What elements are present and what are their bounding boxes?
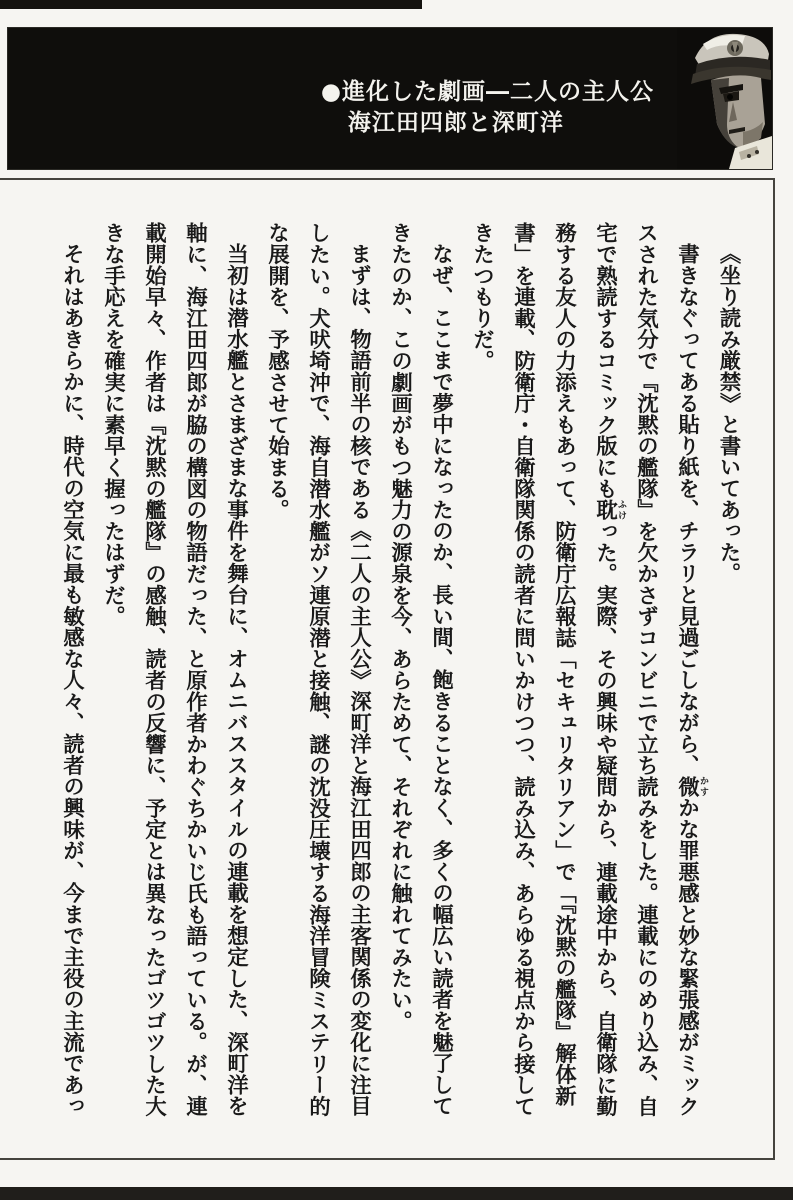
chapter-title-line1: ●進化した劇画―二人の主人公	[320, 79, 654, 105]
chapter-header-band	[8, 28, 772, 169]
paragraph: それはあきらかに、時代の空気に最も敏感な人々、読者の興味が、今まで主役の主流であっ	[59, 243, 85, 1117]
paragraph: 当初は潜水艦とさまざまな事件を舞台に、オムニバススタイルの連載を想定した、深町洋を軸に、海江田四郎が脇の構図の物語だった、と原作者かわぐちかいじ氏も語っている。が、連載開始早々、作者は『沈黙の艦隊』の感触、読者の反響に、予定とは異なったゴツゴツした大きな手応えを確実に素早く握ったはずだ。	[100, 222, 249, 1117]
chapter-title	[321, 77, 654, 139]
officer-portrait-image	[677, 28, 772, 169]
top-edge-bar	[0, 0, 422, 9]
paragraph: 書きなぐってある貼り紙を、チラリと見過ごしながら、微かすかな罪悪感と妙な緊張感がミックスされた気分で『沈黙の艦隊』を欠かさずコンビニで立ち読みをした。連載にのめり込み、自宅で熟読するコミック版にも耽ふけった。実際、その興味や疑問から、連載途中から、自衛隊に勤務する友人の力添えもあって、防衛庁広報誌「セキュリタリアン」で「『沈黙の艦隊』解体新書」を連載、防衛庁・自衛隊関係の読者に問いかけつつ、読み込み、あらゆる視点から接してきたつもりだ。	[469, 222, 708, 1117]
ruby-annotated-character: 微かす	[674, 775, 708, 798]
paragraph: 《坐り読み厳禁》と書いてあった。	[716, 243, 741, 585]
ruby-annotated-character: 耽ふけ	[592, 498, 626, 521]
bottom-edge-bar	[0, 1187, 793, 1200]
article-text	[52, 222, 750, 1118]
chapter-title-line2: 海江田四郎と深町洋	[347, 110, 564, 136]
paragraph: まずは、物語前半の核である《二人の主人公》深町洋と海江田四郎の主客関係の変化に注目したい。犬吠埼沖で、海自潜水艦がソ連原潜と接触、謎の沈没圧壊する海洋冒険ミステリー的な展開を、予感させて始まる。	[264, 222, 372, 1117]
paragraph: なぜ、ここまで夢中になったのか、長い間、飽きることなく、多くの幅広い読者を魅了してきたのか、この劇画がもつ魅力の源泉を今、あらためて、それぞれに触れてみたい。	[387, 222, 454, 1117]
